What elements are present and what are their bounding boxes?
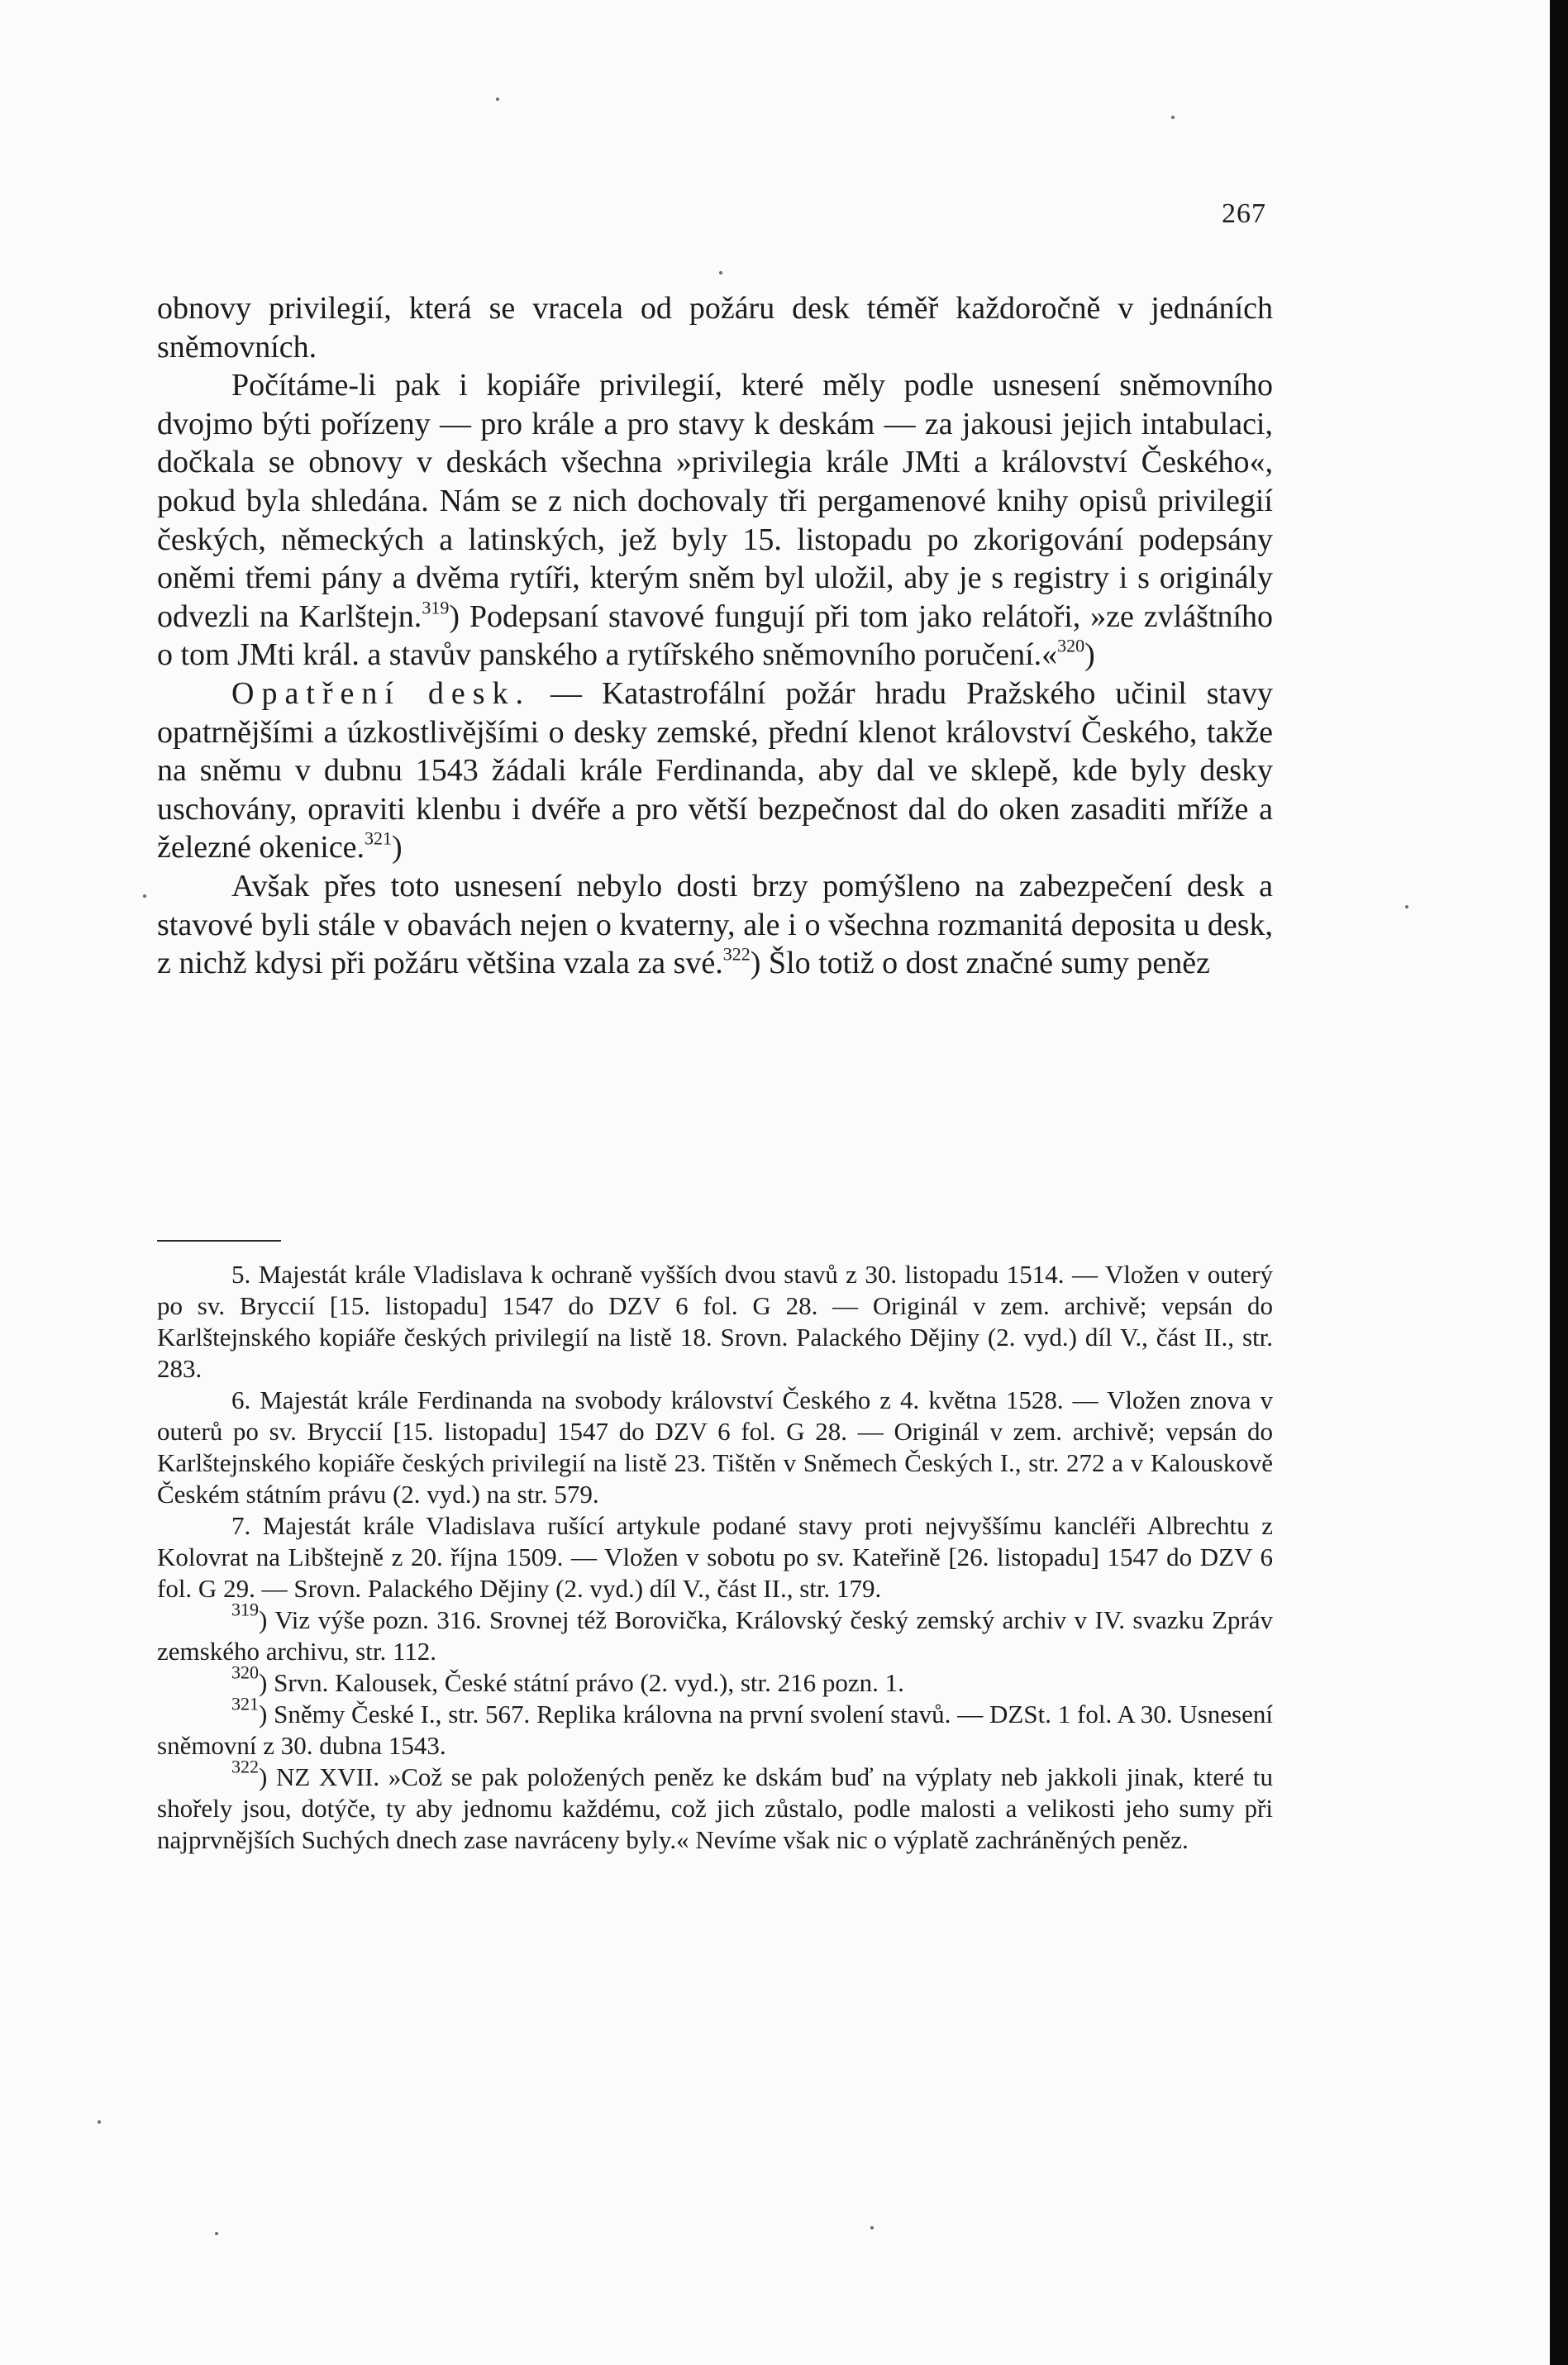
scan-speck bbox=[215, 2232, 218, 2235]
paragraph bbox=[157, 289, 1273, 366]
footnote-ref: 320 bbox=[1057, 635, 1085, 656]
text-run: ) Srvn. Kalousek, České státní právo (2. vyd.), str. 216 pozn. 1. bbox=[259, 1668, 904, 1697]
scan-speck bbox=[719, 271, 722, 274]
text-run: ) Sněmy České I., str. 567. Replika královna na první svolení stavů. — DZSt. 1 fol. A 30. Usnesení sněmovní z 30. dubna 1543. bbox=[157, 1700, 1273, 1760]
footnote-ref: 320 bbox=[231, 1662, 259, 1683]
scan-speck bbox=[98, 2120, 101, 2124]
scan-speck bbox=[143, 894, 146, 898]
text-run: ) Šlo totiž o dost značné sumy peněz bbox=[750, 946, 1210, 981]
footnote-ref: 321 bbox=[365, 827, 393, 849]
text-run: ) Viz výše pozn. 316. Srovnej též Borovička, Královský český zemský archiv v IV. svazku Zpráv zemského archivu, str. 112. bbox=[157, 1605, 1273, 1666]
footnote-ref: 319 bbox=[231, 1599, 259, 1620]
footnote-ref: 322 bbox=[231, 1756, 259, 1777]
footnote bbox=[157, 1259, 1273, 1385]
footnote-ref: 319 bbox=[422, 597, 450, 618]
footnote bbox=[157, 1599, 1273, 1667]
text-run: obnovy privilegií, která se vracela od požáru desk téměř každoročně v jednáních sněmovních. bbox=[157, 291, 1273, 365]
text-run: ) Podepsaní stavové fungují při tom jako relátoři, »ze zvláštního o tom JMti král. a stavův panského a rytířského sněmovního poručení.« bbox=[157, 598, 1273, 673]
text-run: 5. Majestát krále Vladislava k ochraně vyšších dvou stavů z 30. listopadu 1514. — Vložen v outerý po sv. Bryccií [15. listopadu] 1547 do DZV 6 fol. G 28. — Originál v zem. archivě; vepsán do Karlštejnského kopiáře českých privilegií na listě 18. Srovn. Palackého Dějiny (2. vyd.) díl V., část II., str. 283. bbox=[157, 1260, 1273, 1383]
paragraph bbox=[157, 675, 1273, 867]
footnote bbox=[157, 1510, 1273, 1604]
footnote bbox=[157, 1756, 1273, 1856]
paragraph bbox=[157, 867, 1273, 983]
text-run: ) bbox=[392, 830, 403, 865]
text-run: 6. Majestát krále Ferdinanda na svobody království Českého z 4. května 1528. — Vložen znova v outerů po sv. Bryccií [15. listopadu] 1547 do DZV 6 fol. G 28. — Originál v zem. archivě; vepsán do Karlštejnského kopiáře českých privilegií na listě 23. Tištěn v Sněmech Českých I., str. 272 a v Kalouskově Českém státním právu (2. vyd.) na str. 579. bbox=[157, 1385, 1273, 1509]
scan-speck bbox=[496, 98, 499, 101]
footnote-ref: 321 bbox=[231, 1693, 259, 1714]
footnotes bbox=[157, 1259, 1273, 1856]
footnote-ref: 322 bbox=[722, 943, 751, 965]
section-heading: Opatření desk. bbox=[231, 675, 531, 711]
footnote-separator bbox=[157, 1240, 281, 1242]
text-run: ) bbox=[1084, 637, 1095, 673]
text-run: Avšak přes toto usnesení nebylo dosti brzy pomýšleno na zabezpečení desk a stavové byli stále v obavách nejen o kvaterny, ale i o všechna rozmanitá deposita u desk, z nichž kdysi při požáru většina vzala za své. bbox=[157, 868, 1273, 981]
scan-speck bbox=[1405, 905, 1408, 908]
footnote bbox=[157, 1693, 1273, 1762]
page-number: 267 bbox=[1222, 198, 1266, 229]
scan-speck bbox=[1171, 116, 1175, 119]
main-text bbox=[157, 289, 1273, 983]
paragraph bbox=[157, 366, 1273, 675]
text-run: 7. Majestát krále Vladislava rušící artykule podané stavy proti nejvyššímu kancléři Albrechtu z Kolovrat na Libštejně z 20. října 1509. — Vložen v sobotu po sv. Kateřině [26. listopadu] 1547 do DZV 6 fol. G 29. — Srovn. Palackého Dějiny (2. vyd.) díl V., část II., str. 179. bbox=[157, 1511, 1273, 1603]
footnote bbox=[157, 1662, 1273, 1699]
scan-speck bbox=[870, 2226, 874, 2229]
text-run: — Katastrofální požár hradu Pražského učinil stavy opatrnějšími a úzkostlivějšími o desky zemské, přední klenot království Českého, takže na sněmu v dubnu 1543 žádali krále Ferdinanda, aby dal ve sklepě, kde byly desky uschovány, opraviti klenbu i dvéře a pro větší bezpečnost dal do oken zasaditi mříže a železné okenice. bbox=[157, 675, 1273, 865]
text-run: ) NZ XVII. »Což se pak položených peněz ke dskám buď na výplaty neb jakkoli jinak, které tu shořely jsou, dotýče, ty aby jednomu každému, což jich zůstalo, podle malosti a velikosti jeho sumy při najprvnějších Suchých dnech zase navráceny byly.« Nevíme však nic o výplatě zachráněných peněz. bbox=[157, 1762, 1273, 1854]
footnote bbox=[157, 1385, 1273, 1510]
text-run: Počítáme-li pak i kopiáře privilegií, které měly podle usnesení sněmovního dvojmo býti pořízeny — pro krále a pro stavy k deskám — za jakousi jejich intabulaci, dočkala se obnovy v deskách všechna »privilegia krále JMti a království Českého«, pokud byla shledána. Nám se z nich dochovaly tři pergamenové knihy opisů privilegií českých, německých a latinských, jež byly 15. listopadu po zkorigování podepsány oněmi třemi pány a dvěma rytíři, kterým sněm byl uložil, aby je s registry i s originály odvezli na Karlštejn. bbox=[157, 368, 1273, 634]
